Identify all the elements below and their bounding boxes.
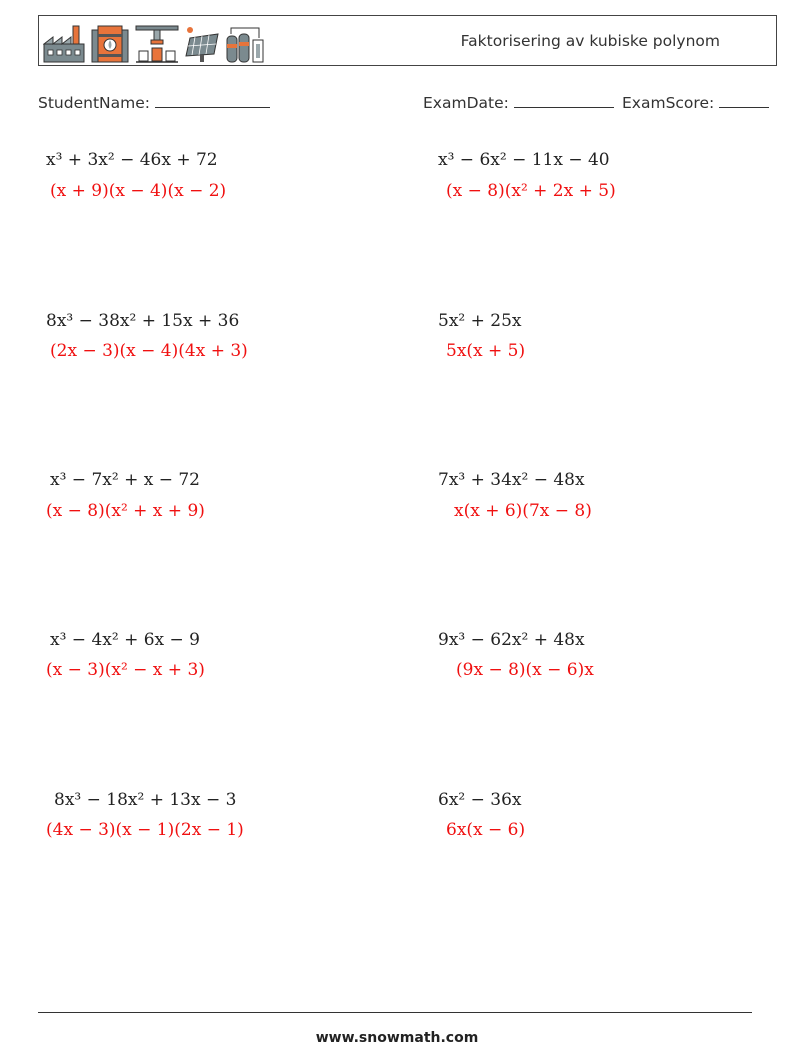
exam-date-blank[interactable] bbox=[514, 93, 614, 108]
worksheet-title: Faktorisering av kubiske polynom bbox=[460, 32, 720, 50]
problem-8-question: 9x³ − 62x² + 48x bbox=[438, 630, 585, 650]
exam-date-field bbox=[423, 93, 614, 112]
problem-2-answer: (x − 8)(x² + 2x + 5) bbox=[446, 181, 616, 201]
footer-divider bbox=[38, 1012, 752, 1013]
problem-7-question: x³ − 4x² + 6x − 9 bbox=[50, 630, 200, 650]
student-name-blank[interactable] bbox=[155, 93, 270, 108]
exam-score-field bbox=[622, 93, 769, 112]
exam-score-blank[interactable] bbox=[719, 93, 769, 108]
student-name-label: StudentName: bbox=[38, 94, 150, 112]
footer-url: www.snowmath.com bbox=[315, 1030, 479, 1046]
problem-2-question: x³ − 6x² − 11x − 40 bbox=[438, 150, 610, 170]
problem-8-answer: (9x − 8)(x − 6)x bbox=[456, 660, 594, 680]
header-icons bbox=[43, 20, 265, 64]
problem-9-answer: (4x − 3)(x − 1)(2x − 1) bbox=[46, 820, 244, 840]
exam-date-label: ExamDate: bbox=[423, 94, 509, 112]
problem-3-question: 8x³ − 38x² + 15x + 36 bbox=[46, 311, 240, 331]
solar-panel-icon bbox=[184, 24, 220, 64]
problem-5-question: x³ − 7x² + x − 72 bbox=[50, 470, 200, 490]
worksheet-header bbox=[38, 15, 777, 66]
problem-10-answer: 6x(x − 6) bbox=[446, 820, 526, 840]
problem-6-question: 7x³ + 34x² − 48x bbox=[438, 470, 585, 490]
problem-3-answer: (2x − 3)(x − 4)(4x + 3) bbox=[50, 341, 248, 361]
student-name-field bbox=[38, 93, 270, 112]
problem-4-question: 5x² + 25x bbox=[438, 311, 522, 331]
problem-7-answer: (x − 3)(x² − x + 3) bbox=[46, 660, 205, 680]
problem-1-answer: (x + 9)(x − 4)(x − 2) bbox=[50, 181, 227, 201]
problem-6-answer: x(x + 6)(7x − 8) bbox=[454, 501, 592, 521]
problem-4-answer: 5x(x + 5) bbox=[446, 341, 526, 361]
problem-1-question: x³ + 3x² − 46x + 72 bbox=[46, 150, 218, 170]
problem-10-question: 6x² − 36x bbox=[438, 790, 522, 810]
factory-icon bbox=[43, 24, 85, 64]
oil-barrel-icon bbox=[90, 24, 130, 64]
problem-5-answer: (x − 8)(x² + x + 9) bbox=[46, 501, 205, 521]
lab-bench-icon bbox=[135, 24, 179, 64]
gas-cylinders-icon bbox=[225, 24, 265, 64]
exam-score-label: ExamScore: bbox=[622, 94, 715, 112]
problem-9-question: 8x³ − 18x² + 13x − 3 bbox=[54, 790, 237, 810]
